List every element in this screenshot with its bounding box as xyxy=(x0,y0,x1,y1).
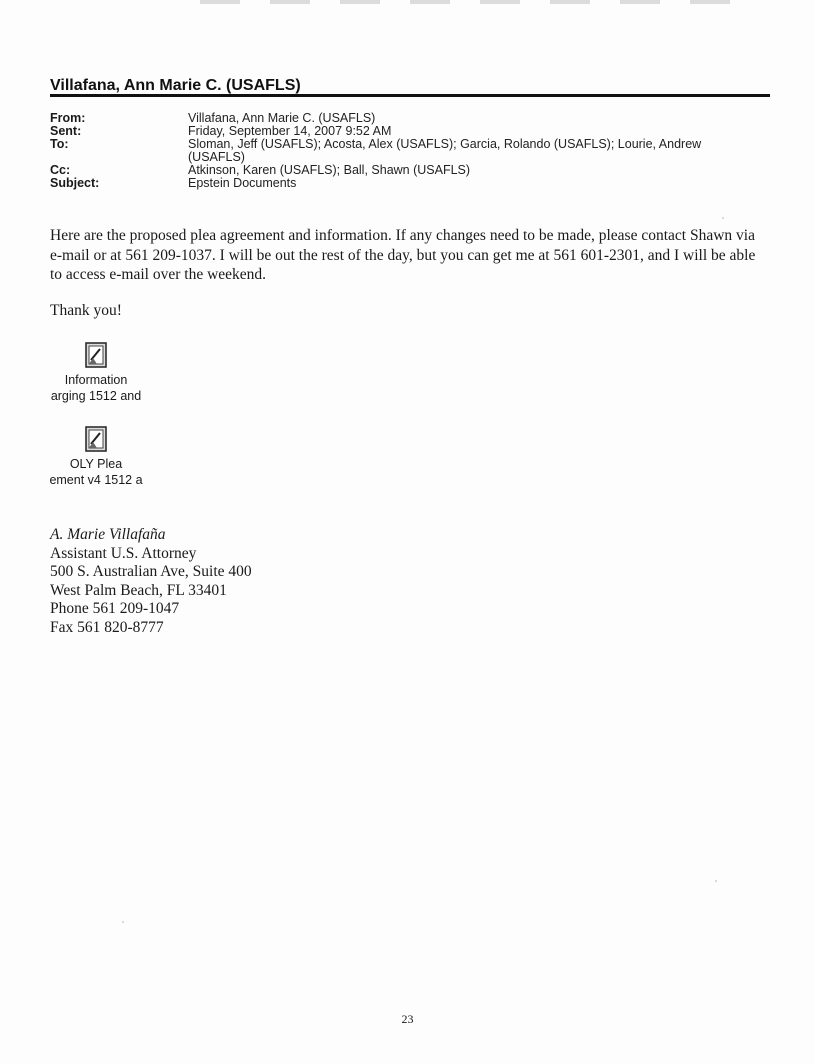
email-body: Here are the proposed plea agreement and information. If any changes need to be made, please contact Shawn via e-mail or at 561 209-1037. I will be out the rest of the day, but you can get me at 561 601-2301, and I will be able to access e-mail over the weekend. xyxy=(50,227,756,283)
signature-block xyxy=(50,526,252,637)
sent-value: Friday, September 14, 2007 9:52 AM xyxy=(188,124,392,138)
signature-name: A. Marie Villafaña xyxy=(50,526,166,543)
attachment-name-line2: ement v4 1512 a xyxy=(49,473,143,487)
document-icon xyxy=(85,342,107,368)
attachment-name-line1: OLY Plea xyxy=(69,457,123,471)
to-row xyxy=(50,138,770,164)
subject-label: Subject: xyxy=(50,176,100,190)
signature-address-line2: West Palm Beach, FL 33401 xyxy=(50,581,227,599)
attachment-name-line1: Information xyxy=(64,373,128,387)
signature-address-line1: 500 S. Australian Ave, Suite 400 xyxy=(50,563,252,580)
attachment-plea-agreement[interactable] xyxy=(36,426,156,488)
to-label: To: xyxy=(50,137,69,151)
scan-speck xyxy=(122,921,124,923)
attachment-name-line2: arging 1512 and xyxy=(50,389,142,403)
scan-speck xyxy=(722,217,724,219)
document-icon xyxy=(85,426,107,452)
signature-phone: Phone 561 209-1047 xyxy=(50,600,180,617)
subject-value: Epstein Documents xyxy=(188,176,297,190)
page-number: 23 xyxy=(401,1012,414,1026)
sent-label: Sent: xyxy=(50,124,82,138)
scan-speck xyxy=(715,880,717,882)
scan-artifact xyxy=(200,0,760,4)
signature-fax: Fax 561 820-8777 xyxy=(50,618,164,636)
header-divider xyxy=(50,94,770,97)
from-value: Villafana, Ann Marie C. (USAFLS) xyxy=(188,111,376,125)
cc-row xyxy=(50,164,770,177)
from-label: From: xyxy=(50,111,86,125)
cc-label: Cc: xyxy=(50,163,71,177)
to-value: Sloman, Jeff (USAFLS); Acosta, Alex (USAFLS); Garcia, Rolando (USAFLS); Lourie, Andrew (USAFLS) xyxy=(188,137,702,164)
email-metadata xyxy=(50,112,770,190)
sender-header: Villafana, Ann Marie C. (USAFLS) xyxy=(50,77,301,94)
signature-title: Assistant U.S. Attorney xyxy=(50,544,197,562)
closing-line: Thank you! xyxy=(50,302,122,319)
attachment-information[interactable] xyxy=(36,342,156,404)
cc-value: Atkinson, Karen (USAFLS); Ball, Shawn (USAFLS) xyxy=(188,163,471,177)
subject-row xyxy=(50,177,770,190)
from-row xyxy=(50,112,770,125)
